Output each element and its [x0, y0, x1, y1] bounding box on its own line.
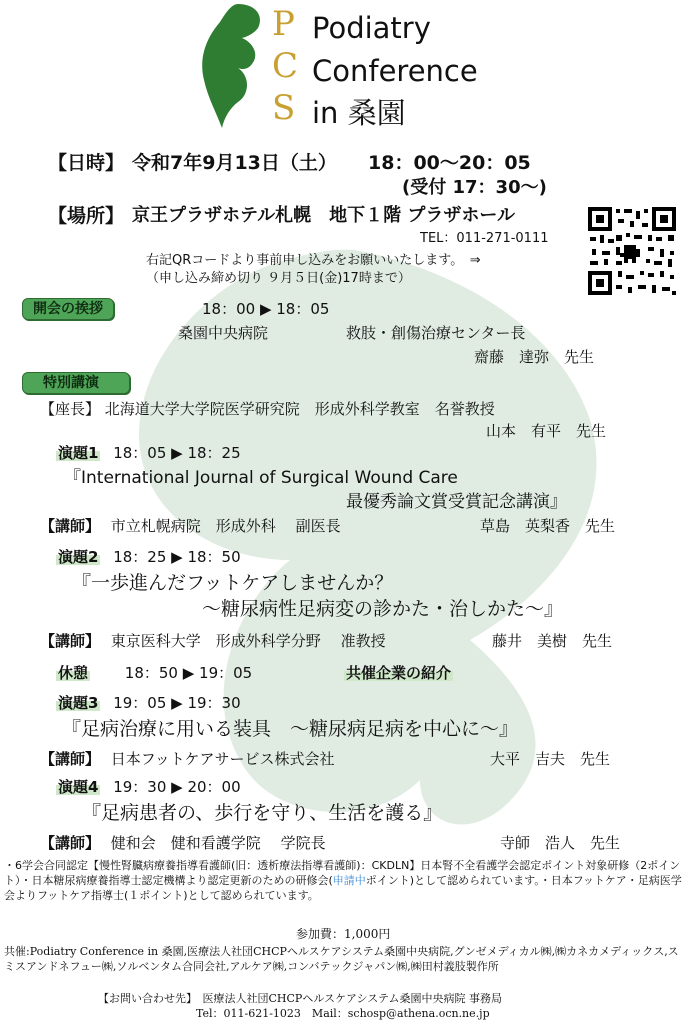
venue-label: 【場所】: [48, 205, 125, 227]
talk2-speaker-name: 藤井 美樹 先生: [492, 632, 613, 650]
talk2-lecturer-affiliation: 東京医科大学 形成外科学分野 准教授: [110, 632, 386, 650]
credit-notes: [4, 858, 688, 903]
special-lecture-badge: 特別講演: [22, 372, 130, 394]
logo-word-in-soen: in 桑園: [312, 96, 406, 130]
talk3-title: 『足病治療に用いる装具 ～糖尿病足病を中心に～』: [62, 718, 519, 740]
talk3-label: 演題3: [58, 694, 99, 712]
opening-speaker: 齋藤 達弥 先生: [474, 348, 595, 366]
talk2-lecturer: [40, 630, 386, 652]
talk3-lecturer: [40, 748, 334, 770]
event-date: 令和7年9月13日（土）: [132, 152, 337, 174]
talk4-lecturer-affiliation: 健和会 健和看護学院 学院長: [110, 834, 326, 852]
venue-name: 京王プラザホテル札幌 地下１階 プラザホール: [132, 205, 516, 226]
credit-notes-text-cont: ポイント)として認められています。・日本フットケア・足病医学会よりフットケア指導士(１ポイント)として認められています。: [4, 874, 682, 902]
talk3-header: [56, 692, 241, 714]
event-time: 18：00〜20：05: [368, 152, 531, 174]
talk3-lecturer-label: 【講師】: [40, 750, 101, 768]
talk1-time: 18：05 ▶ 18：25: [113, 444, 241, 462]
talk2-title-line2: ～糖尿病性足病変の診かた・治しかた～』: [202, 598, 564, 620]
break-time: 18：50 ▶ 19：05: [124, 664, 253, 682]
logo-word-conference: Conference: [312, 54, 478, 88]
logo-letter-c: C: [272, 46, 299, 86]
contact-line1: 【お問い合わせ先】 医療法人社団CHCPヘルスケアシステム桑園中央病院 事務局: [98, 992, 502, 1005]
talk4-speaker-name: 寺師 浩人 先生: [500, 834, 621, 852]
break-label: 休憩: [58, 664, 89, 682]
talk2-title-line1: 『一歩進んだフットケアしませんか？: [72, 572, 394, 594]
opening-affiliation: 桑園中央病院: [178, 324, 269, 342]
talk1-label: 演題1: [58, 444, 99, 462]
talk3-speaker-name: 大平 吉夫 先生: [490, 750, 611, 768]
talk4-header: [56, 776, 241, 798]
sponsor-intro-text: 共催企業の紹介: [346, 664, 452, 682]
venue-tel: TEL：011-271-0111: [420, 231, 549, 246]
sponsor-intro: [344, 662, 453, 684]
contact-line2: Tel：011-621-1023 Mail：schosp@athena.ocn.ne.jp: [196, 1007, 490, 1020]
registration-qr-code[interactable]: [586, 205, 678, 297]
talk4-lecturer-label: 【講師】: [40, 834, 101, 852]
qr-code-icon: [586, 205, 678, 297]
talk3-lecturer-affiliation: 日本フットケアサービス株式会社: [110, 750, 335, 768]
talk1-header: [56, 442, 241, 464]
logo-letter-s: S: [272, 88, 296, 128]
reception-time: (受付 17：30〜): [402, 177, 547, 198]
talk1-speaker-name: 草島 英梨香 先生: [480, 517, 616, 535]
break-row: [56, 662, 252, 684]
registration-note: 右記QRコードより事前申し込みをお願いいたします。 ⇒: [146, 253, 481, 268]
talk4-label: 演題4: [58, 778, 99, 796]
talk1-lecturer-affiliation: 市立札幌病院 形成外科 副医長: [110, 517, 341, 535]
talk2-lecturer-label: 【講師】: [40, 632, 101, 650]
chair-line: 【座長】 北海道大学大学院医学研究院 形成外科学教室 名誉教授: [40, 400, 495, 418]
registration-deadline: （申し込み締め切り ９月５日(金)17時まで）: [146, 271, 411, 286]
opening-time: 18：00 ▶ 18：05: [202, 300, 330, 318]
talk3-time: 19：05 ▶ 19：30: [113, 694, 241, 712]
talk1-lecturer-label: 【講師】: [40, 517, 101, 535]
opening-position: 救肢・創傷治療センター長: [346, 324, 526, 342]
opening-badge: 開会の挨拶: [22, 298, 114, 320]
talk1-title-line1: 『International Journal of Surgical Wound Care: [64, 468, 458, 488]
talk4-time: 19：30 ▶ 20：00: [113, 778, 241, 796]
logo-word-podiatry: Podiatry: [312, 11, 431, 45]
talk1-title-line2: 最優秀論文賞受賞記念講演』: [346, 492, 567, 512]
leaf-logo-icon: [198, 2, 268, 130]
datetime-label: 【日時】: [48, 152, 125, 174]
participation-fee: 参加費：1,000円: [296, 927, 391, 941]
sponsors: 共催:Podiatry Conference in 桑園,医療法人社団CHCPヘルスケアシステム桑園中央病院,グンゼメディカル㈱,㈱カネカメディックス,スミスアンドネフュー㈱,ソルベンタム合同会社,アルケア㈱,コンバテックジャパン㈱,㈱田村義肢製作所: [4, 945, 679, 973]
chair-name: 山本 有平 先生: [486, 422, 607, 440]
talk4-title: 『足病患者の、歩行を守り、生活を護る』: [82, 802, 443, 824]
talk4-lecturer: [40, 832, 326, 854]
talk2-header: [56, 546, 241, 568]
talk2-label: 演題2: [58, 548, 99, 566]
credit-notes-text: ・6学会合同認定【慢性腎臓病療養指導看護師(旧：透析療法指導看護師)：CKDLN】日本腎不全看護学会認定ポイント対象研修（2ポイント）・日本糖尿病療養指導士認定機構より認定更新のための研修会(: [4, 859, 681, 887]
talk1-lecturer: [40, 515, 341, 537]
logo-letter-p: P: [272, 4, 295, 44]
applying-status: 申請中: [332, 874, 366, 887]
talk2-time: 18：25 ▶ 18：50: [113, 548, 241, 566]
